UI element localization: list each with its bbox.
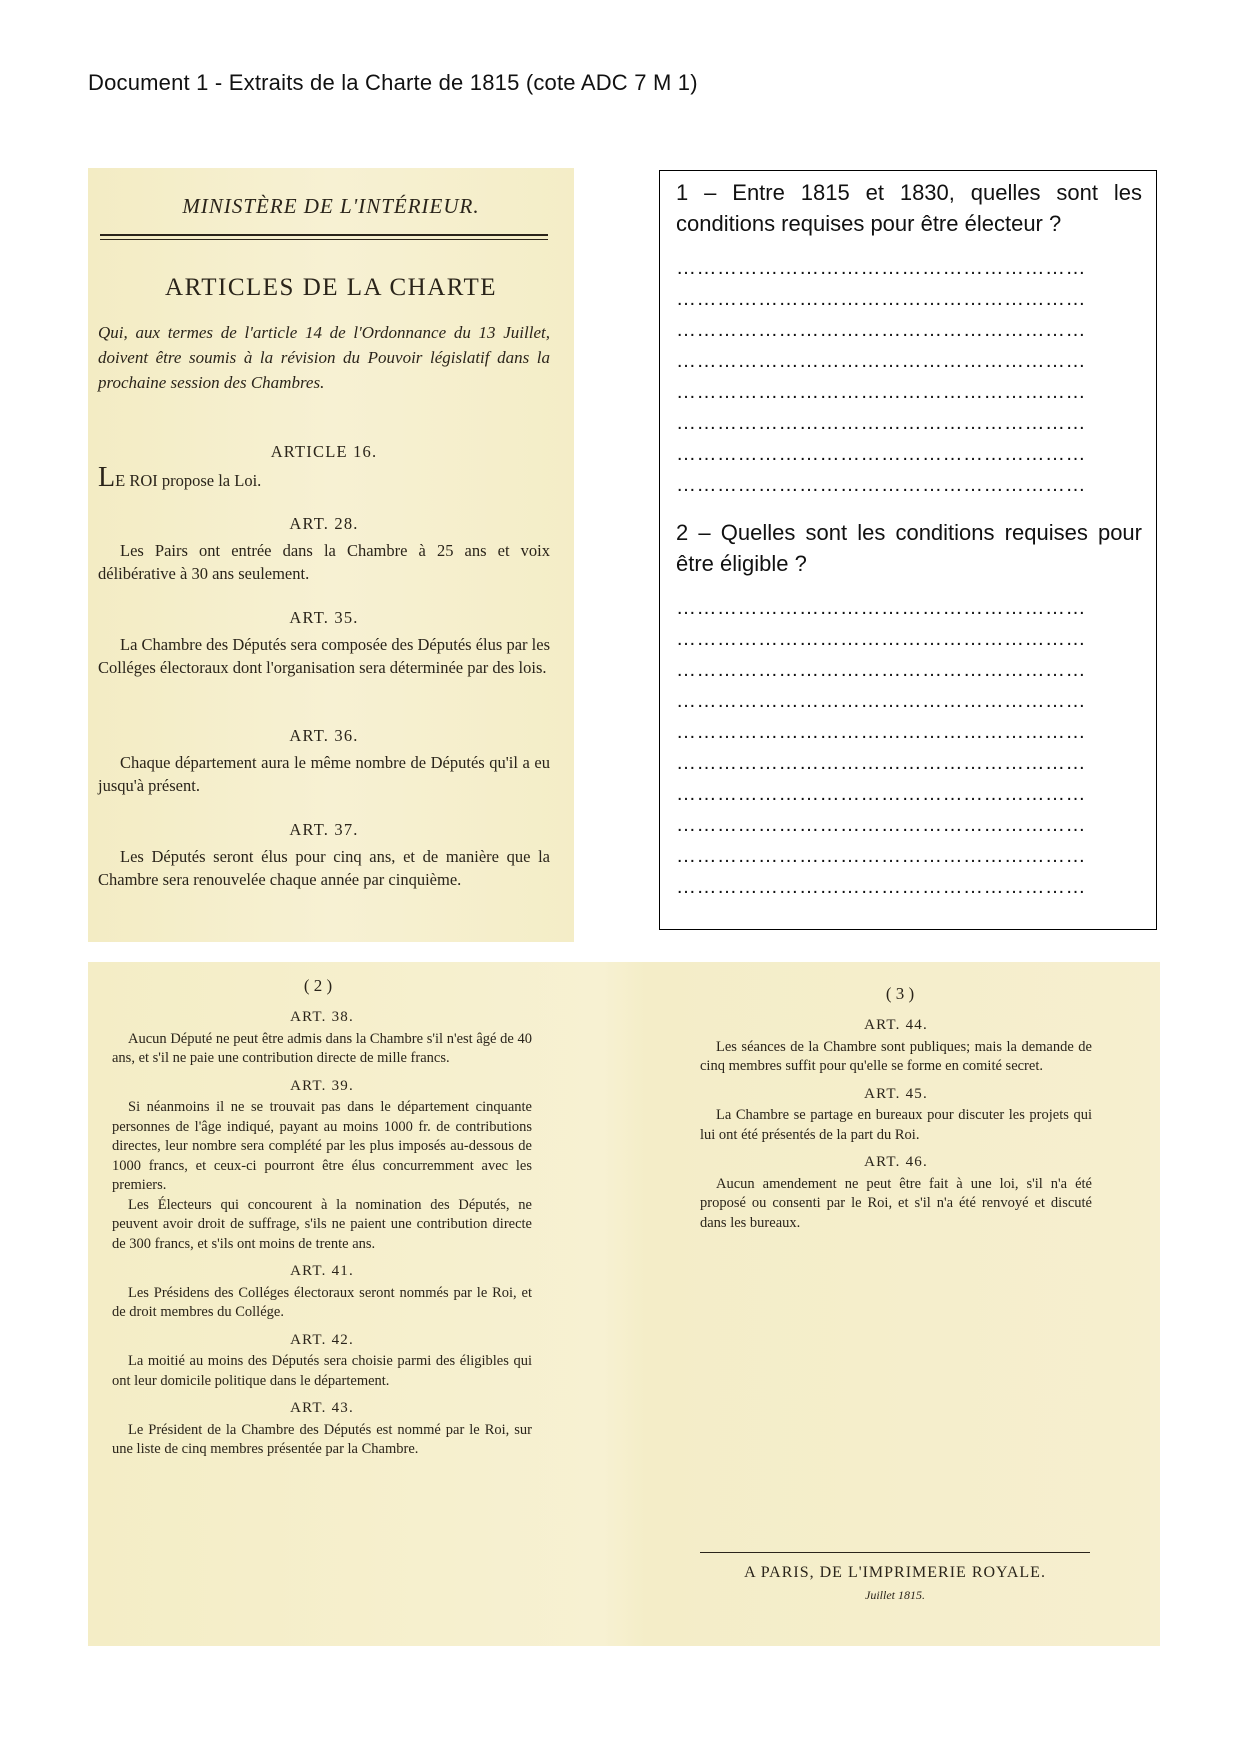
article-heading: ART. 28. [289, 514, 359, 533]
answer-line[interactable]: …………………………………………………… [676, 319, 1086, 341]
answer-line[interactable]: …………………………………………………… [676, 628, 1086, 650]
article-text: La Chambre se partage en bureaux pour discuter les projets qui lui ont été présentés de la part du Roi. [700, 1107, 1092, 1143]
double-rule-top [100, 234, 548, 236]
article-heading: ART. 44. [864, 1017, 928, 1033]
article-heading: ART. 38. [290, 1009, 354, 1025]
imprint-date: Juillet 1815. [865, 1588, 925, 1602]
article-heading: ART. 42. [290, 1331, 354, 1348]
article-text: La Chambre des Députés sera composée des Députés élus par les Colléges électoraux dont l'organisation sera déterminée par des lois. [98, 635, 550, 677]
answer-line[interactable]: …………………………………………………… [676, 721, 1086, 743]
page-number-2: ( 2 ) [303, 976, 333, 995]
article-37 [98, 818, 550, 891]
article-text: La moitié au moins des Députés sera choisie parmi des éligibles qui ont leur domicile politique dans le département. [112, 1353, 532, 1389]
answer-line[interactable]: …………………………………………………… [676, 814, 1086, 836]
article-heading: ART. 37. [289, 820, 359, 839]
question-2: 2 – Quelles sont les conditions requises pour être éligible ? [676, 520, 1142, 576]
article-36 [98, 724, 550, 797]
left-page-column [112, 1000, 532, 1460]
article-text: Les Présidens des Colléges électoraux seront nommés par le Roi, et de droit membres du Collége. [112, 1284, 532, 1320]
article-text: Si néanmoins il ne se trouvait pas dans le département cinquante personnes de l'âge indiqué, payant au moins 1000 fr. de contributions directes, leur nombre sera complété par les plus imposés au-dessous de 1000 francs, et ceux-ci pourront être élus concurremment avec les premiers. [112, 1099, 532, 1193]
imprint-rule [700, 1552, 1090, 1553]
answer-area-1[interactable] [676, 253, 1142, 501]
answer-line[interactable]: …………………………………………………… [676, 690, 1086, 712]
article-text: Aucun Député ne peut être admis dans la Chambre s'il n'est âgé de 40 ans, et s'il ne paie une contribution directe de mille francs. [112, 1030, 532, 1066]
article-heading: ART. 36. [289, 726, 359, 745]
article-text: Chaque département aura le même nombre de Députés qu'il a eu jusqu'à présent. [98, 753, 550, 795]
question-1: 1 – Entre 1815 et 1830, quelles sont les conditions requises pour être électeur ? [676, 180, 1142, 236]
article-heading: ART. 35. [289, 608, 359, 627]
answer-line[interactable]: …………………………………………………… [676, 783, 1086, 805]
article-heading: ARTICLE 16. [270, 442, 378, 461]
answer-line[interactable]: …………………………………………………… [676, 752, 1086, 774]
answer-line[interactable]: …………………………………………………… [676, 412, 1086, 434]
right-page-column [700, 1008, 1092, 1233]
charte-scan-pages-2-3 [88, 962, 1160, 1646]
question-box [659, 170, 1157, 930]
answer-line[interactable]: …………………………………………………… [676, 288, 1086, 310]
article-text [98, 462, 550, 493]
ministry-header: MINISTÈRE DE L'INTÉRIEUR. [182, 194, 480, 218]
article-heading: ART. 46. [864, 1154, 928, 1170]
article-16 [98, 440, 550, 492]
article-text: Les séances de la Chambre sont publiques; mais la demande de cinq membres suffit pour qu'elle se forme en comité secret. [700, 1038, 1092, 1074]
article-heading: ART. 41. [290, 1263, 354, 1279]
article-35 [98, 606, 550, 679]
charte-subtitle: Qui, aux termes de l'article 14 de l'Ordonnance du 13 Juillet, doivent être soumis à la révision du Pouvoir législatif dans la prochaine session des Chambres. [98, 323, 550, 392]
article-text-body: E ROI propose la Loi. [115, 471, 262, 490]
answer-line[interactable]: …………………………………………………… [676, 597, 1086, 619]
article-text: Aucun amendement ne peut être fait à une loi, s'il n'a été proposé ou consenti par le Roi, et s'il n'a été renvoyé et discuté dans les bureaux. [700, 1175, 1092, 1231]
article-28 [98, 512, 550, 585]
imprint: A PARIS, DE L'IMPRIMERIE ROYALE. [744, 1564, 1046, 1581]
charte-scan-page-1 [88, 168, 574, 942]
double-rule-bottom [100, 239, 548, 240]
document-title: Document 1 - Extraits de la Charte de 1815 (cote ADC 7 M 1) [88, 70, 698, 95]
article-heading: ART. 43. [290, 1400, 354, 1416]
article-heading: ART. 39. [290, 1077, 354, 1094]
answer-line[interactable]: …………………………………………………… [676, 845, 1086, 867]
answer-line[interactable]: …………………………………………………… [676, 876, 1086, 898]
answer-line[interactable]: …………………………………………………… [676, 257, 1086, 279]
answer-area-2[interactable] [676, 593, 1142, 903]
article-heading: ART. 45. [864, 1085, 928, 1102]
article-text: Les Électeurs qui concourent à la nomination des Députés, ne peuvent avoir droit de suffrage, s'ils ne paient une contribution directe de 300 francs, et s'ils ont moins de trente ans. [112, 1196, 532, 1252]
answer-line[interactable]: …………………………………………………… [676, 659, 1086, 681]
page-number-3: ( 3 ) [885, 984, 915, 1003]
article-text: Les Pairs ont entrée dans la Chambre à 25 ans et voix délibérative à 30 ans seulement. [98, 541, 550, 583]
answer-line[interactable]: …………………………………………………… [676, 350, 1086, 372]
article-text: Les Députés seront élus pour cinq ans, et de manière que la Chambre sera renouvelée chaque année par cinquième. [98, 847, 550, 889]
article-text: Le Président de la Chambre des Députés est nommé par le Roi, sur une liste de cinq membres présentée par la Chambre. [112, 1421, 532, 1457]
charte-heading: ARTICLES DE LA CHARTE [165, 274, 497, 301]
answer-line[interactable]: …………………………………………………… [676, 474, 1086, 496]
answer-line[interactable]: …………………………………………………… [676, 381, 1086, 403]
answer-line[interactable]: …………………………………………………… [676, 443, 1086, 465]
dropcap: L [98, 462, 116, 493]
